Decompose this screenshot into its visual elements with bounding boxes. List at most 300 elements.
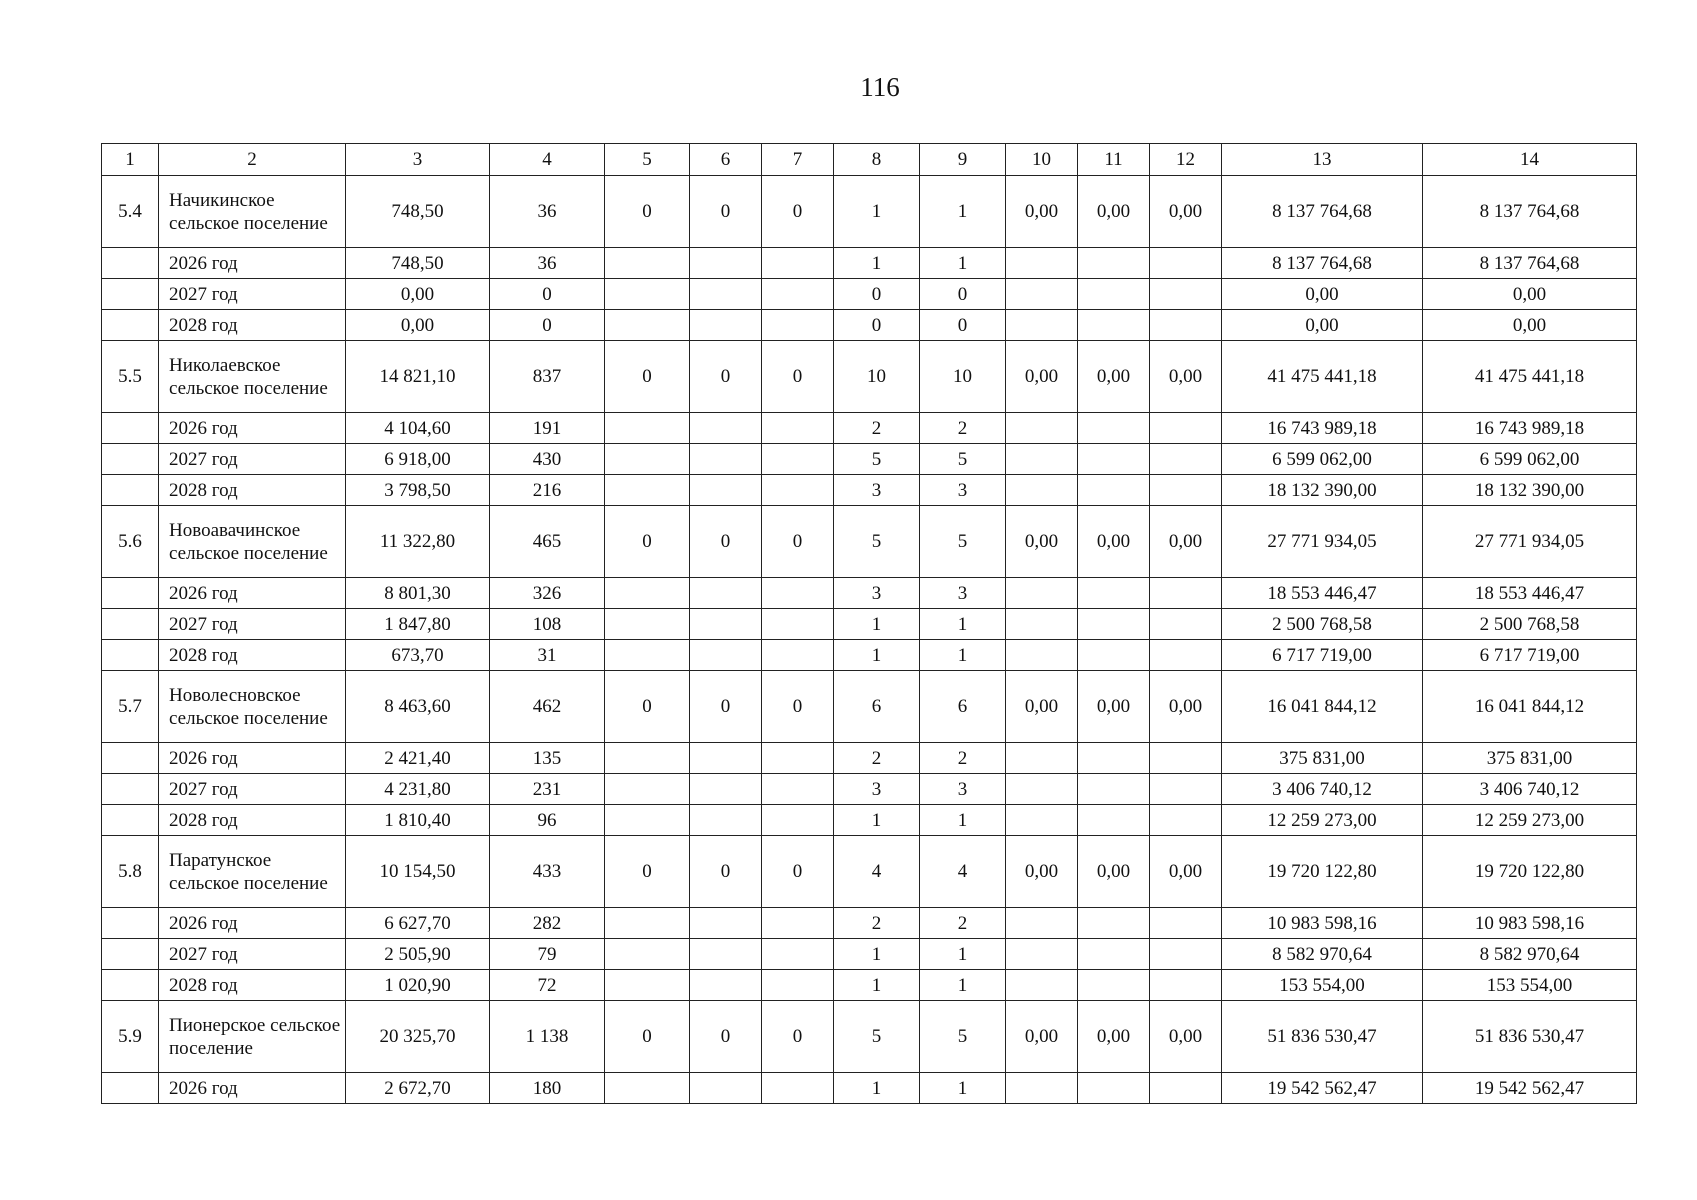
table-cell-col-8: 8	[834, 144, 920, 176]
table-cell-col-3: 748,50	[346, 176, 490, 248]
table-cell-col-6: 0	[690, 1001, 762, 1073]
table-cell-col-9: 2	[920, 743, 1006, 774]
table-cell-col-14: 153 554,00	[1423, 970, 1637, 1001]
table-cell-col-4: 430	[490, 444, 605, 475]
table-cell-col-9: 1	[920, 176, 1006, 248]
table-cell-col-9: 6	[920, 671, 1006, 743]
table-cell-col-2: Паратунское сельское поселение	[159, 836, 346, 908]
table-cell-col-2: 2028 год	[159, 970, 346, 1001]
table-cell-col-9: 3	[920, 774, 1006, 805]
table-cell-col-10: 0,00	[1006, 341, 1078, 413]
table-cell-col-14: 41 475 441,18	[1423, 341, 1637, 413]
table-cell-col-13: 2 500 768,58	[1222, 609, 1423, 640]
table-cell-col-8: 4	[834, 836, 920, 908]
table-cell-col-10	[1006, 939, 1078, 970]
header-row	[102, 144, 1637, 176]
table-cell-col-13: 12 259 273,00	[1222, 805, 1423, 836]
table-cell-col-7	[762, 310, 834, 341]
table-cell-col-6	[690, 279, 762, 310]
table-cell-col-9: 10	[920, 341, 1006, 413]
table-cell-col-5: 0	[605, 176, 690, 248]
table-cell-col-2: 2026 год	[159, 413, 346, 444]
table-cell-col-5	[605, 640, 690, 671]
table-cell-col-4: 231	[490, 774, 605, 805]
table-cell-col-12	[1150, 609, 1222, 640]
table-cell-col-9: 0	[920, 310, 1006, 341]
table-cell-col-13: 0,00	[1222, 279, 1423, 310]
table-cell-col-3: 3	[346, 144, 490, 176]
table-cell-col-13: 16 743 989,18	[1222, 413, 1423, 444]
table-cell-col-4: 36	[490, 248, 605, 279]
table-cell-col-9: 1	[920, 609, 1006, 640]
table-cell-col-6	[690, 1073, 762, 1104]
year-row	[102, 248, 1637, 279]
table-cell-col-9: 5	[920, 444, 1006, 475]
table-cell-col-2: Пионерское сельское поселение	[159, 1001, 346, 1073]
table-cell-col-13: 16 041 844,12	[1222, 671, 1423, 743]
table-cell-col-13: 18 553 446,47	[1222, 578, 1423, 609]
table-cell-col-13: 8 582 970,64	[1222, 939, 1423, 970]
table-cell-col-12: 0,00	[1150, 176, 1222, 248]
table-cell-col-6	[690, 939, 762, 970]
table-cell-col-8: 6	[834, 671, 920, 743]
year-row	[102, 970, 1637, 1001]
table-cell-col-8: 5	[834, 444, 920, 475]
table-cell-col-12	[1150, 640, 1222, 671]
table-cell-col-6	[690, 640, 762, 671]
table-cell-col-3: 8 801,30	[346, 578, 490, 609]
table-cell-col-1: 5.8	[102, 836, 159, 908]
table-cell-col-3: 1 810,40	[346, 805, 490, 836]
table-cell-col-5: 0	[605, 836, 690, 908]
table-cell-col-12: 0,00	[1150, 506, 1222, 578]
table-cell-col-8: 1	[834, 176, 920, 248]
table-cell-col-13: 10 983 598,16	[1222, 908, 1423, 939]
table-cell-col-9: 4	[920, 836, 1006, 908]
table-cell-col-2: 2028 год	[159, 475, 346, 506]
table-cell-col-13: 6 717 719,00	[1222, 640, 1423, 671]
year-row	[102, 310, 1637, 341]
table-cell-col-2: 2026 год	[159, 578, 346, 609]
table-cell-col-2: 2026 год	[159, 248, 346, 279]
table-cell-col-6: 0	[690, 341, 762, 413]
table-cell-col-3: 673,70	[346, 640, 490, 671]
table-cell-col-3: 20 325,70	[346, 1001, 490, 1073]
table-cell-col-5: 0	[605, 1001, 690, 1073]
table-cell-col-5	[605, 970, 690, 1001]
table-cell-col-8: 10	[834, 341, 920, 413]
table-cell-col-10: 0,00	[1006, 506, 1078, 578]
table-cell-col-12	[1150, 805, 1222, 836]
table-cell-col-10	[1006, 774, 1078, 805]
table-cell-col-3: 0,00	[346, 279, 490, 310]
table-cell-col-3: 6 627,70	[346, 908, 490, 939]
year-row	[102, 1073, 1637, 1104]
table-cell-col-12	[1150, 444, 1222, 475]
table-cell-col-7	[762, 743, 834, 774]
table-cell-col-4: 4	[490, 144, 605, 176]
table-cell-col-12: 0,00	[1150, 836, 1222, 908]
table-cell-col-6: 0	[690, 506, 762, 578]
table-cell-col-10	[1006, 805, 1078, 836]
table-cell-col-5: 0	[605, 341, 690, 413]
table-cell-col-7	[762, 413, 834, 444]
table-cell-col-12	[1150, 578, 1222, 609]
settlement-summary-row	[102, 506, 1637, 578]
table-cell-col-5	[605, 310, 690, 341]
table-cell-col-7	[762, 248, 834, 279]
year-row	[102, 743, 1637, 774]
table-cell-col-8: 3	[834, 774, 920, 805]
table-cell-col-4: 326	[490, 578, 605, 609]
table-cell-col-7: 0	[762, 506, 834, 578]
table-cell-col-11	[1078, 475, 1150, 506]
table-cell-col-13: 8 137 764,68	[1222, 176, 1423, 248]
table-cell-col-1	[102, 310, 159, 341]
table-cell-col-11: 0,00	[1078, 506, 1150, 578]
table-cell-col-11: 0,00	[1078, 1001, 1150, 1073]
table-cell-col-12	[1150, 475, 1222, 506]
table-cell-col-8: 3	[834, 578, 920, 609]
table-cell-col-2: 2028 год	[159, 310, 346, 341]
table-cell-col-7: 0	[762, 836, 834, 908]
year-row	[102, 939, 1637, 970]
settlement-summary-row	[102, 176, 1637, 248]
table-body	[102, 144, 1637, 1104]
table-cell-col-6: 6	[690, 144, 762, 176]
table-cell-col-1: 5.5	[102, 341, 159, 413]
table-cell-col-14: 6 599 062,00	[1423, 444, 1637, 475]
table-cell-col-6	[690, 248, 762, 279]
table-cell-col-13: 41 475 441,18	[1222, 341, 1423, 413]
settlement-summary-row	[102, 671, 1637, 743]
year-row	[102, 475, 1637, 506]
table-cell-col-5	[605, 805, 690, 836]
table-cell-col-11	[1078, 248, 1150, 279]
table-cell-col-1	[102, 970, 159, 1001]
table-cell-col-8: 5	[834, 1001, 920, 1073]
table-cell-col-3: 1 847,80	[346, 609, 490, 640]
table-cell-col-13: 51 836 530,47	[1222, 1001, 1423, 1073]
table-cell-col-6: 0	[690, 671, 762, 743]
table-cell-col-2: 2027 год	[159, 444, 346, 475]
year-row	[102, 609, 1637, 640]
year-row	[102, 413, 1637, 444]
table-cell-col-9: 1	[920, 939, 1006, 970]
table-cell-col-14: 3 406 740,12	[1423, 774, 1637, 805]
table-cell-col-12	[1150, 279, 1222, 310]
table-cell-col-13: 375 831,00	[1222, 743, 1423, 774]
table-cell-col-3: 2 421,40	[346, 743, 490, 774]
settlement-summary-row	[102, 1001, 1637, 1073]
table-cell-col-4: 135	[490, 743, 605, 774]
table-cell-col-10	[1006, 970, 1078, 1001]
table-cell-col-12: 12	[1150, 144, 1222, 176]
table-cell-col-12	[1150, 1073, 1222, 1104]
table-cell-col-11	[1078, 444, 1150, 475]
table-cell-col-1	[102, 578, 159, 609]
table-cell-col-8: 1	[834, 970, 920, 1001]
table-cell-col-11	[1078, 609, 1150, 640]
table-cell-col-10	[1006, 908, 1078, 939]
table-cell-col-13: 27 771 934,05	[1222, 506, 1423, 578]
table-cell-col-12	[1150, 774, 1222, 805]
settlement-summary-row	[102, 836, 1637, 908]
table-cell-col-4: 0	[490, 310, 605, 341]
table-cell-col-3: 11 322,80	[346, 506, 490, 578]
table-cell-col-2: Николаевское сельское поселение	[159, 341, 346, 413]
table-cell-col-3: 0,00	[346, 310, 490, 341]
table-cell-col-8: 2	[834, 743, 920, 774]
table-cell-col-11	[1078, 1073, 1150, 1104]
year-row	[102, 640, 1637, 671]
table-cell-col-11	[1078, 640, 1150, 671]
table-cell-col-13: 19 720 122,80	[1222, 836, 1423, 908]
table-cell-col-10: 0,00	[1006, 1001, 1078, 1073]
table-cell-col-4: 96	[490, 805, 605, 836]
table-cell-col-1	[102, 805, 159, 836]
table-cell-col-1	[102, 475, 159, 506]
table-cell-col-3: 1 020,90	[346, 970, 490, 1001]
table-cell-col-7: 0	[762, 1001, 834, 1073]
table-cell-col-8: 2	[834, 908, 920, 939]
table-cell-col-13: 6 599 062,00	[1222, 444, 1423, 475]
table-cell-col-2: Начикинское сельское поселение	[159, 176, 346, 248]
table-cell-col-3: 8 463,60	[346, 671, 490, 743]
table-cell-col-2: 2027 год	[159, 774, 346, 805]
table-cell-col-9: 2	[920, 413, 1006, 444]
table-cell-col-12: 0,00	[1150, 1001, 1222, 1073]
table-cell-col-7	[762, 1073, 834, 1104]
table-cell-col-5	[605, 475, 690, 506]
table-cell-col-8: 1	[834, 640, 920, 671]
table-cell-col-6	[690, 609, 762, 640]
table-cell-col-5	[605, 743, 690, 774]
table-cell-col-11: 0,00	[1078, 341, 1150, 413]
table-cell-col-3: 4 231,80	[346, 774, 490, 805]
table-cell-col-10	[1006, 640, 1078, 671]
table-cell-col-14: 27 771 934,05	[1423, 506, 1637, 578]
table-cell-col-7	[762, 578, 834, 609]
year-row	[102, 908, 1637, 939]
table-cell-col-2: 2026 год	[159, 908, 346, 939]
table-cell-col-11: 0,00	[1078, 671, 1150, 743]
table-cell-col-6	[690, 743, 762, 774]
program-table	[101, 143, 1637, 1104]
table-cell-col-5	[605, 609, 690, 640]
table-cell-col-4: 191	[490, 413, 605, 444]
table-cell-col-9: 5	[920, 1001, 1006, 1073]
year-row	[102, 805, 1637, 836]
table-cell-col-13: 3 406 740,12	[1222, 774, 1423, 805]
settlement-summary-row	[102, 341, 1637, 413]
table-cell-col-10	[1006, 444, 1078, 475]
table-cell-col-5: 0	[605, 671, 690, 743]
table-cell-col-14: 8 582 970,64	[1423, 939, 1637, 970]
table-cell-col-11	[1078, 805, 1150, 836]
table-cell-col-13: 8 137 764,68	[1222, 248, 1423, 279]
table-cell-col-9: 3	[920, 578, 1006, 609]
table-cell-col-12	[1150, 908, 1222, 939]
table-cell-col-1	[102, 1073, 159, 1104]
table-cell-col-2: 2	[159, 144, 346, 176]
table-cell-col-5: 5	[605, 144, 690, 176]
table-cell-col-13: 13	[1222, 144, 1423, 176]
table-cell-col-11	[1078, 908, 1150, 939]
table-cell-col-14: 2 500 768,58	[1423, 609, 1637, 640]
table-cell-col-2: 2026 год	[159, 743, 346, 774]
table-cell-col-14: 0,00	[1423, 279, 1637, 310]
table-cell-col-7	[762, 805, 834, 836]
table-cell-col-10	[1006, 475, 1078, 506]
table-cell-col-5	[605, 774, 690, 805]
table-cell-col-13: 0,00	[1222, 310, 1423, 341]
table-cell-col-10: 0,00	[1006, 176, 1078, 248]
table-cell-col-6	[690, 805, 762, 836]
table-cell-col-2: 2026 год	[159, 1073, 346, 1104]
table-cell-col-1	[102, 774, 159, 805]
table-cell-col-2: 2027 год	[159, 609, 346, 640]
table-cell-col-5	[605, 578, 690, 609]
table-cell-col-6	[690, 310, 762, 341]
table-cell-col-6	[690, 444, 762, 475]
table-cell-col-4: 79	[490, 939, 605, 970]
table-cell-col-5	[605, 413, 690, 444]
table-cell-col-1	[102, 413, 159, 444]
table-cell-col-4: 72	[490, 970, 605, 1001]
table-cell-col-8: 1	[834, 609, 920, 640]
table-cell-col-11: 11	[1078, 144, 1150, 176]
table-cell-col-14: 18 553 446,47	[1423, 578, 1637, 609]
table-cell-col-7	[762, 939, 834, 970]
table-cell-col-5	[605, 939, 690, 970]
table-cell-col-7	[762, 970, 834, 1001]
table-cell-col-12	[1150, 939, 1222, 970]
table-cell-col-3: 2 672,70	[346, 1073, 490, 1104]
table-cell-col-11	[1078, 310, 1150, 341]
table-cell-col-5: 0	[605, 506, 690, 578]
program-table-container	[101, 143, 1637, 1104]
table-cell-col-8: 0	[834, 310, 920, 341]
table-cell-col-2: Новоавачинское сельское поселение	[159, 506, 346, 578]
table-cell-col-4: 31	[490, 640, 605, 671]
table-cell-col-9: 9	[920, 144, 1006, 176]
table-cell-col-11: 0,00	[1078, 176, 1150, 248]
table-cell-col-12	[1150, 413, 1222, 444]
table-cell-col-5	[605, 444, 690, 475]
table-cell-col-10	[1006, 743, 1078, 774]
year-row	[102, 444, 1637, 475]
table-cell-col-5	[605, 908, 690, 939]
table-cell-col-7: 0	[762, 341, 834, 413]
table-cell-col-7: 0	[762, 671, 834, 743]
table-cell-col-12	[1150, 248, 1222, 279]
table-cell-col-4: 1 138	[490, 1001, 605, 1073]
table-cell-col-1	[102, 609, 159, 640]
table-cell-col-1: 1	[102, 144, 159, 176]
table-cell-col-6: 0	[690, 836, 762, 908]
year-row	[102, 279, 1637, 310]
table-cell-col-14: 0,00	[1423, 310, 1637, 341]
table-cell-col-3: 14 821,10	[346, 341, 490, 413]
table-cell-col-11	[1078, 970, 1150, 1001]
table-cell-col-11	[1078, 743, 1150, 774]
table-cell-col-9: 1	[920, 1073, 1006, 1104]
table-cell-col-9: 2	[920, 908, 1006, 939]
table-cell-col-4: 36	[490, 176, 605, 248]
table-cell-col-2: 2028 год	[159, 805, 346, 836]
table-cell-col-11	[1078, 774, 1150, 805]
table-cell-col-10	[1006, 578, 1078, 609]
table-cell-col-11: 0,00	[1078, 836, 1150, 908]
table-cell-col-1	[102, 908, 159, 939]
table-cell-col-7	[762, 609, 834, 640]
table-cell-col-8: 3	[834, 475, 920, 506]
table-cell-col-6	[690, 908, 762, 939]
table-cell-col-8: 1	[834, 805, 920, 836]
table-cell-col-4: 0	[490, 279, 605, 310]
table-cell-col-10	[1006, 279, 1078, 310]
table-cell-col-1	[102, 743, 159, 774]
table-cell-col-1: 5.4	[102, 176, 159, 248]
table-cell-col-4: 282	[490, 908, 605, 939]
page-number: 116	[860, 72, 900, 102]
table-cell-col-14: 51 836 530,47	[1423, 1001, 1637, 1073]
table-cell-col-10	[1006, 1073, 1078, 1104]
table-cell-col-11	[1078, 939, 1150, 970]
table-cell-col-8: 2	[834, 413, 920, 444]
table-cell-col-8: 1	[834, 939, 920, 970]
table-cell-col-7	[762, 444, 834, 475]
table-cell-col-1	[102, 444, 159, 475]
table-cell-col-14: 16 743 989,18	[1423, 413, 1637, 444]
table-cell-col-6	[690, 774, 762, 805]
table-cell-col-5	[605, 248, 690, 279]
table-cell-col-10	[1006, 310, 1078, 341]
table-cell-col-9: 5	[920, 506, 1006, 578]
table-cell-col-12	[1150, 743, 1222, 774]
table-cell-col-7	[762, 475, 834, 506]
table-cell-col-4: 837	[490, 341, 605, 413]
table-cell-col-12	[1150, 970, 1222, 1001]
table-cell-col-3: 748,50	[346, 248, 490, 279]
table-cell-col-14: 8 137 764,68	[1423, 176, 1637, 248]
table-cell-col-9: 1	[920, 640, 1006, 671]
table-cell-col-1: 5.7	[102, 671, 159, 743]
table-cell-col-7: 7	[762, 144, 834, 176]
table-cell-col-10: 0,00	[1006, 671, 1078, 743]
table-cell-col-3: 2 505,90	[346, 939, 490, 970]
table-cell-col-8: 5	[834, 506, 920, 578]
table-cell-col-14: 10 983 598,16	[1423, 908, 1637, 939]
year-row	[102, 578, 1637, 609]
table-cell-col-11	[1078, 413, 1150, 444]
table-cell-col-11	[1078, 279, 1150, 310]
table-cell-col-6	[690, 413, 762, 444]
table-cell-col-2: 2027 год	[159, 279, 346, 310]
table-cell-col-12: 0,00	[1150, 341, 1222, 413]
table-cell-col-12	[1150, 310, 1222, 341]
table-cell-col-14: 19 542 562,47	[1423, 1073, 1637, 1104]
table-cell-col-2: Новолесновское сельское поселение	[159, 671, 346, 743]
table-cell-col-14: 18 132 390,00	[1423, 475, 1637, 506]
table-cell-col-2: 2027 год	[159, 939, 346, 970]
table-cell-col-1: 5.9	[102, 1001, 159, 1073]
table-cell-col-7	[762, 774, 834, 805]
table-cell-col-8: 1	[834, 1073, 920, 1104]
table-cell-col-8: 1	[834, 248, 920, 279]
table-cell-col-14: 6 717 719,00	[1423, 640, 1637, 671]
